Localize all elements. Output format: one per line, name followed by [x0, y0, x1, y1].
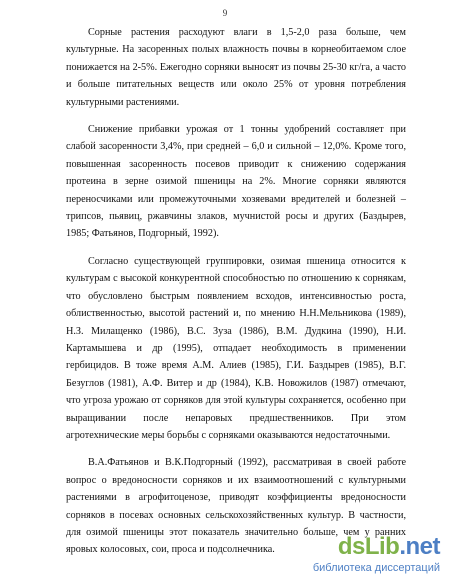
paragraph-2: Снижение прибавки урожая от 1 тонны удобрений составляет при слабой засоренности 3,4%, при средней – 6,0 и сильной – 12,0%. Кроме того, повышенная засоренность посевов приводит к снижению содержания протеина в зерне озимой пшеницы на 2%. Многие сорняки являются переносчиками или промежуточными хозяевами вредителей и болезней – трипсов, пьявиц, ржавчины злаков, мучнистой росы и других (Баздырев, 1985; Фатьянов, Подгорный, 1992).	[66, 124, 406, 240]
paragraph-4: В.А.Фатьянов и В.К.Подгорный (1992), рассматривая в своей работе вопрос о вредоносности сорняков и их взаимоотношений с культурными растениями в агрофитоценозе, приводят коэффициенты вредоносности сорняков в посевах основных сельскохозяйственных культур. В частности, для озимой пшеницы этот показатель значительно больше, чем у ранних яровых колосовых, сои, проса и подсолнечника.	[66, 457, 406, 556]
dslib-tagline: библиотека диссертаций	[312, 562, 440, 574]
page-number: 9	[222, 8, 228, 18]
dslib-logo: dsLib.net	[337, 533, 440, 560]
dslib-watermark[interactable]	[296, 533, 446, 577]
paragraph-3: Согласно существующей группировки, озимая пшеница относится к культурам с высокой конкурентной способностью по отношению к сорнякам, что обусловлено быстрым появлением всходов, интенсивностью роста, облиственностью, высотой растений и, по мнению Н.Н.Мельникова (1989), Н.З. Милащенко (1986), В.С. Зуза (1986), В.М. Дудкина (1990), Н.И. Картамышева и др (1995), отпадает необходимость в применении гербицидов. В тоже время А.М. Алиев (1985), Г.И. Баздырев (1985), В.Г. Безуглов (1981), А.Ф. Витер и др (1984), К.В. Новожилов (1987) отмечают, что угроза урожаю от сорняков для этой культуры сохраняется, особенно при выращивании после непаровых предшественников. При этом агротехнические меры борьбы с сорняками оказываются недостаточными.	[66, 255, 406, 441]
document-body	[66, 24, 406, 569]
paragraph-1: Сорные растения расходуют влаги в 1,5-2,0 раза больше, чем культурные. На засоренных полых влажность почвы в корнеобитаемом слое понижается на 2-5%. Ежегодно сорняки выносят из почвы 25-30 кг/га, а часто и больше питательных веществ или около 25% от уровня потребления культурными растениями.	[66, 27, 406, 108]
